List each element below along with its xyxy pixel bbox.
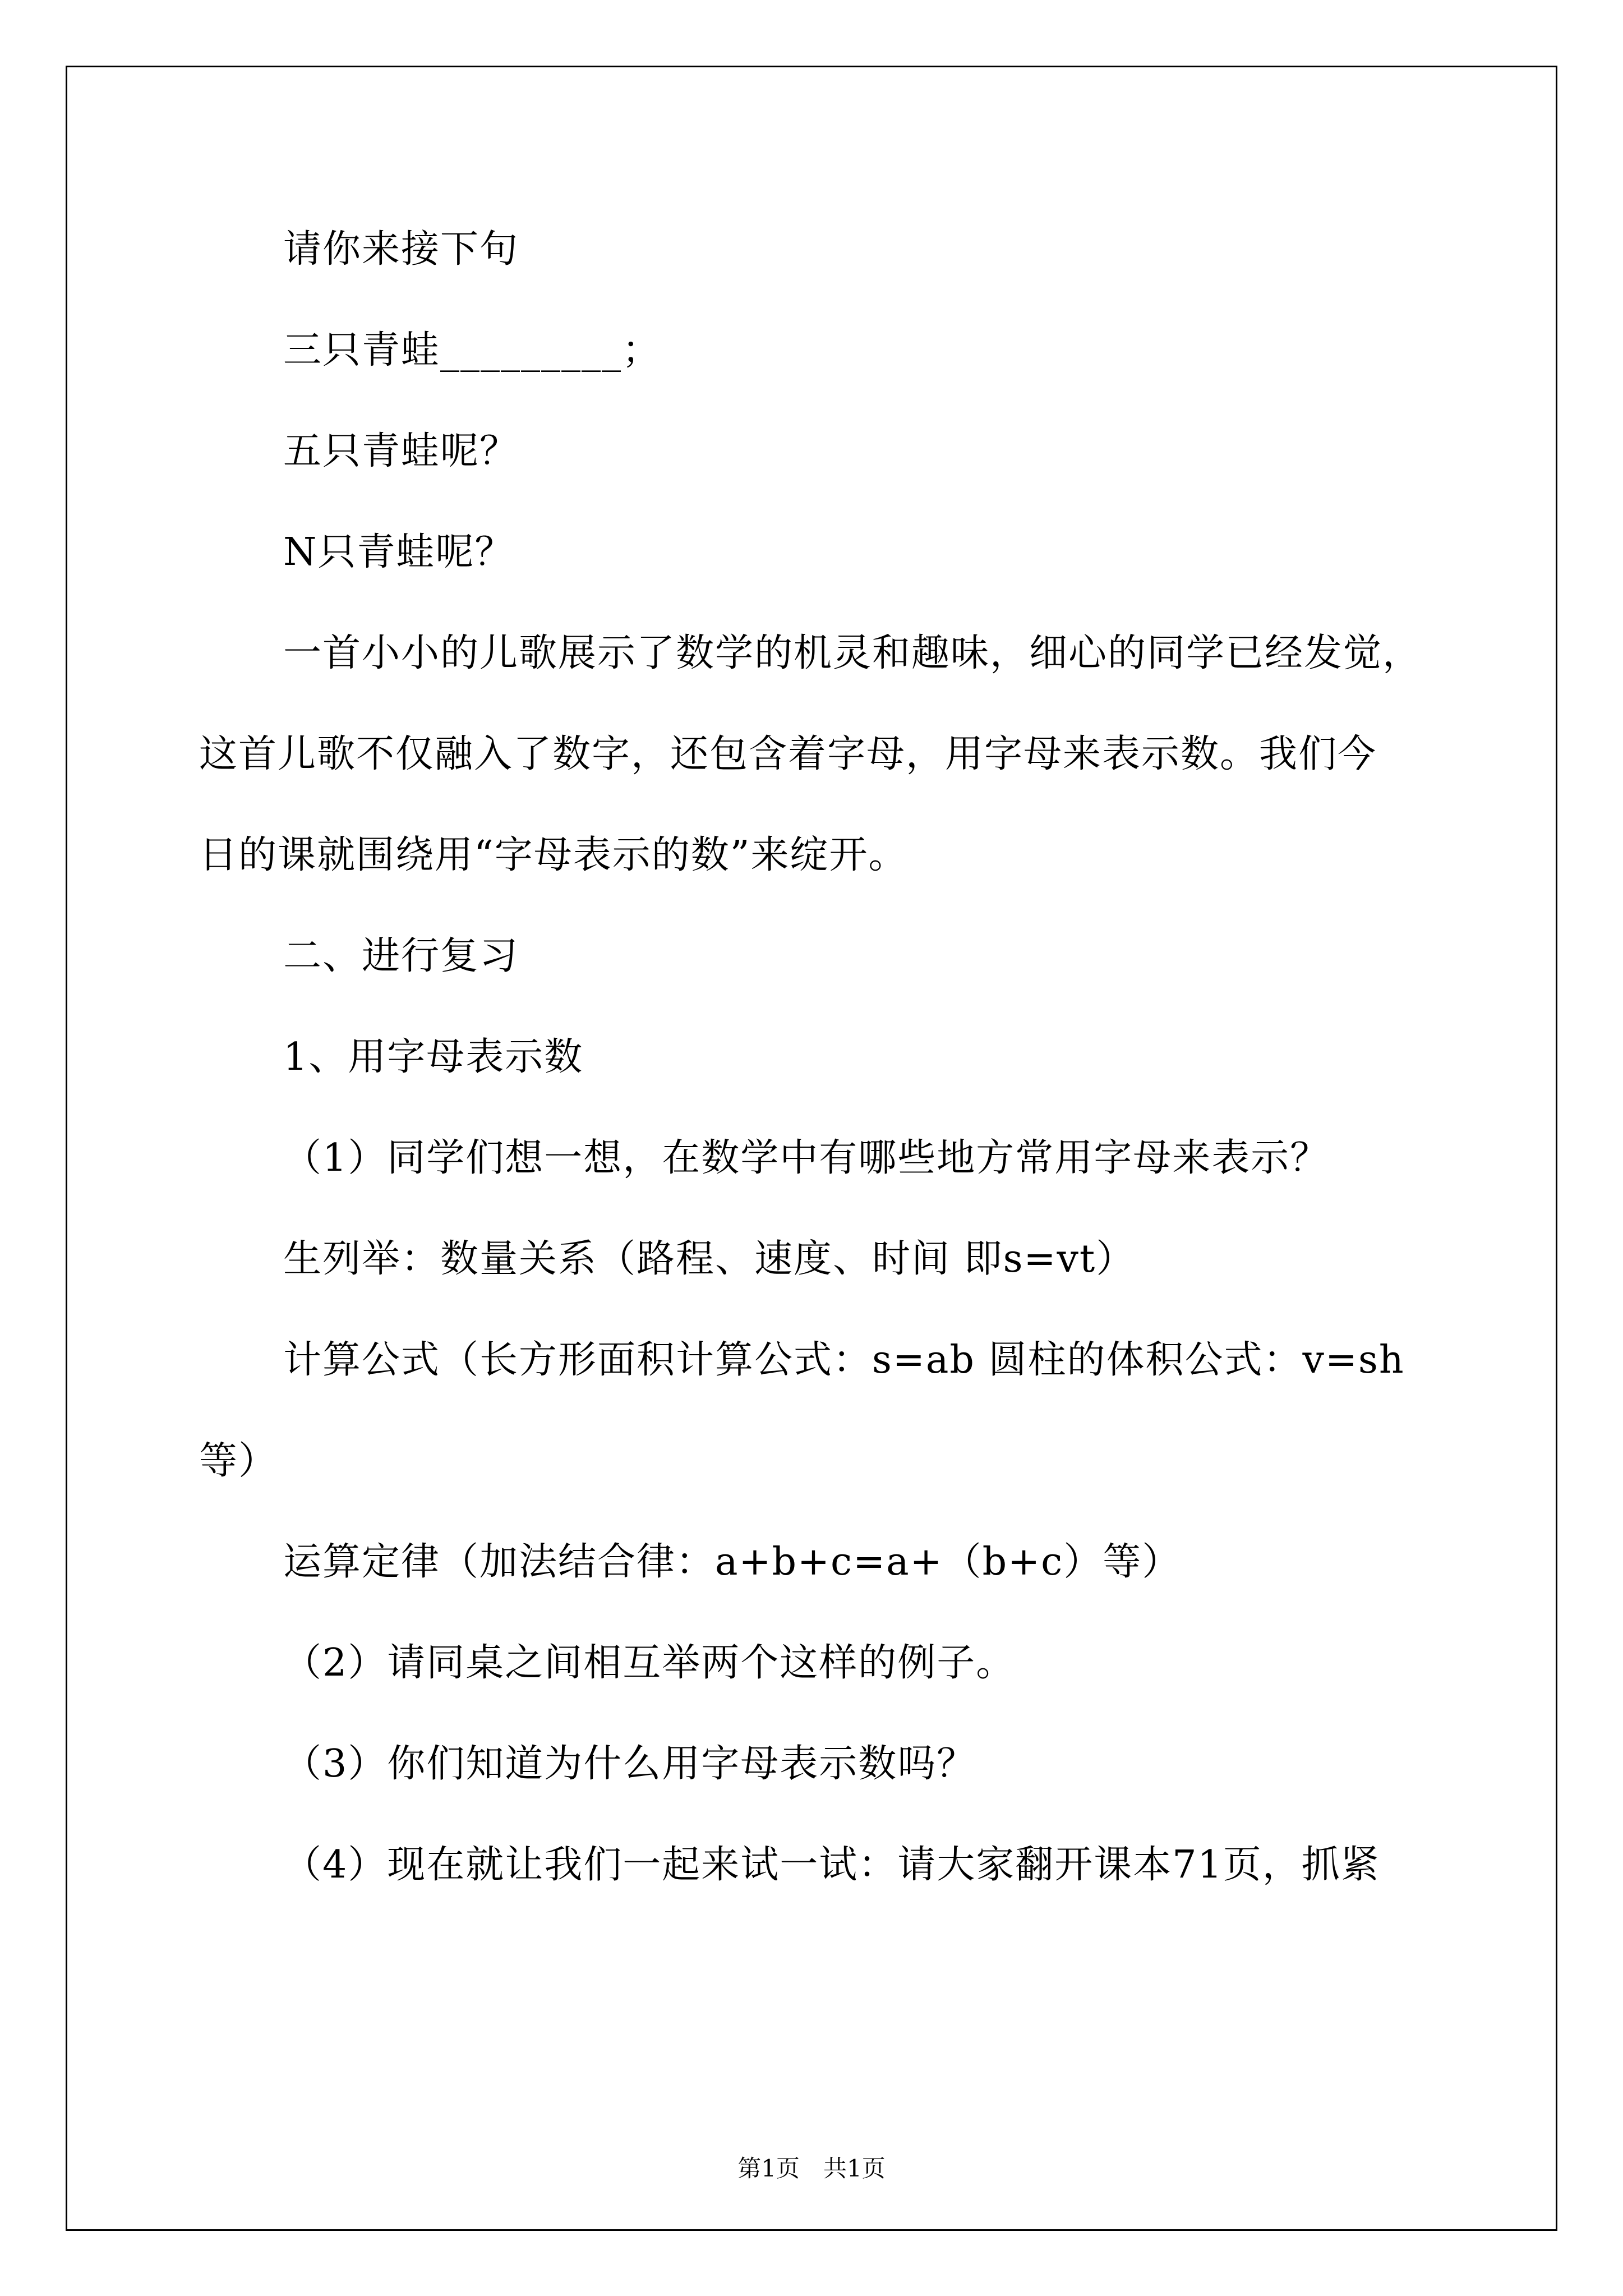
text-line: （4）现在就让我们一起来试一试：请大家翻开课本71页，抓紧: [283, 1843, 1380, 1887]
text-line: （1）同学们想一想，在数学中有哪些地方常用字母来表示？: [283, 1136, 1330, 1180]
text-line: （2）请同桌之间相互举两个这样的例子。: [283, 1641, 1016, 1685]
text-line: 二、进行复习: [283, 934, 519, 978]
text-line: 运算定律（加法结合律：a+b+c=a+（b+c）等）: [283, 1540, 1182, 1584]
text-line: 计算公式（长方形面积计算公式：s=ab 圆柱的体积公式：v=sh: [283, 1338, 1405, 1382]
text-line: 日的课就围绕用“字母表示的数”来绽开。: [199, 833, 908, 877]
text-line: N只青蛙呢？: [283, 530, 514, 574]
text-line: 五只青蛙呢？: [283, 429, 519, 473]
text-line: 1、用字母表示数: [283, 1035, 584, 1079]
text-line: 这首儿歌不仅融入了数字，还包含着字母，用字母来表示数。我们今: [199, 732, 1377, 776]
text-line: 等）: [199, 1439, 278, 1483]
text-line: 请你来接下句: [283, 227, 519, 272]
page-footer: 第1页 共1页: [737, 2155, 886, 2182]
text-line: （3）你们知道为什么用字母表示数吗？: [283, 1742, 976, 1786]
text-line: 生列举：数量关系（路程、速度、时间 即s=vt）: [283, 1237, 1136, 1281]
text-line: 一首小小的儿歌展示了数学的机灵和趣味，细心的同学已经发觉，: [283, 631, 1422, 675]
text-line: 三只青蛙_________；: [283, 328, 662, 372]
